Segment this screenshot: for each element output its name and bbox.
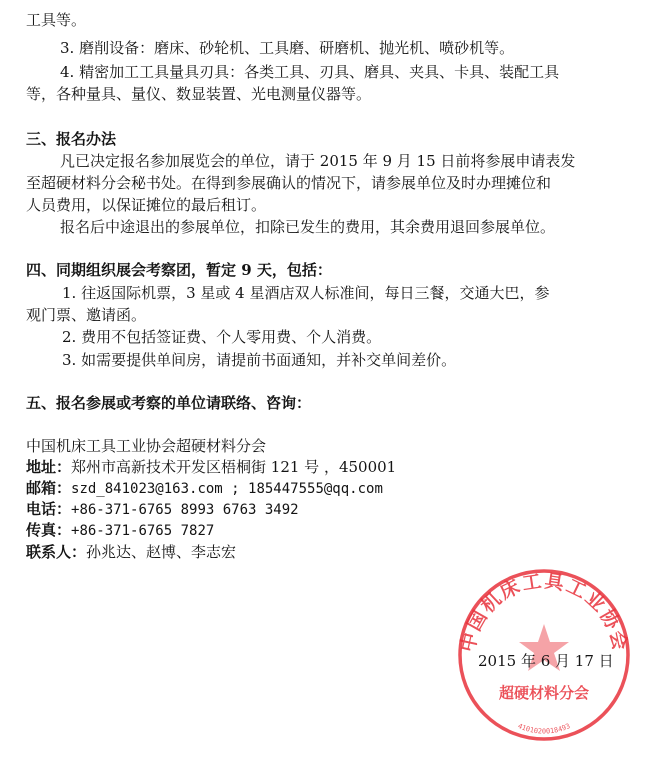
paragraph-line: 报名后中途退出的参展单位，扣除已发生的费用，其余费用退回参展单位。 bbox=[60, 218, 556, 236]
contact-person-label: 联系人： bbox=[26, 543, 87, 561]
text-line: 工具等。 bbox=[26, 11, 87, 29]
fax-label: 传真： bbox=[26, 521, 72, 539]
email-value: szd_841023@163.com ; 185447555@qq.com bbox=[71, 481, 383, 497]
phone-value: +86-371-6765 8993 6763 3492 bbox=[71, 502, 299, 518]
seal-bottom-text: 超硬材料分会 bbox=[498, 684, 590, 702]
paragraph-line: 凡已决定报名参加展览会的单位，请于 2015 年 9 月 15 日前将参展申请表发 bbox=[60, 152, 576, 170]
list-item: 3. 磨削设备：磨床、砂轮机、工具磨、研磨机、抛光机、喷砂机等。 bbox=[60, 39, 515, 57]
fax-line bbox=[26, 520, 626, 541]
section-heading: 四、同期组织展会考察团，暂定 9 天，包括： bbox=[26, 261, 332, 279]
phone-label: 电话： bbox=[26, 500, 72, 518]
list-item: 1. 往返国际机票，3 星或 4 星酒店双人标准间，每日三餐，交通大巴，参 bbox=[62, 284, 550, 302]
seal-number: 4101020018493 bbox=[516, 722, 572, 736]
text-line: 等，各种量具、量仪、数显装置、光电测量仪器等。 bbox=[26, 85, 372, 103]
address-value: 郑州市高新技术开发区梧桐街 121 号 ，450001 bbox=[71, 458, 397, 476]
paragraph-line: 至超硬材料分会秘书处。在得到参展确认的情况下，请参展单位及时办理摊位和 bbox=[26, 174, 552, 192]
section-heading: 三、报名办法 bbox=[26, 130, 117, 148]
list-item: 3. 如需要提供单间房，请提前书面通知，并补交单间差价。 bbox=[62, 351, 457, 369]
phone-line bbox=[26, 499, 626, 520]
address-label: 地址： bbox=[26, 458, 72, 476]
org-name: 中国机床工具工业协会超硬材料分会 bbox=[26, 437, 267, 455]
seal-arc-text: 中国机床工具工业协会 bbox=[456, 570, 632, 655]
svg-text:4101020018493 bbox=[517, 722, 572, 735]
address-line bbox=[26, 457, 626, 477]
email-line bbox=[26, 478, 626, 499]
paragraph-line: 人员费用，以保证摊位的最后租订。 bbox=[26, 196, 267, 214]
document-date: 2015 年 6 月 17 日 bbox=[478, 652, 614, 670]
fax-value: +86-371-6765 7827 bbox=[71, 523, 215, 539]
list-item: 4. 精密加工工具量具刃具：各类工具、刃具、磨具、夹具、卡具、装配工具 bbox=[60, 63, 560, 81]
email-label: 邮箱： bbox=[26, 479, 72, 497]
list-item: 2. 费用不包括签证费、个人零用费、个人消费。 bbox=[62, 328, 382, 346]
list-item: 观门票、邀请函。 bbox=[26, 306, 147, 324]
contact-person-value: 孙兆达、赵博、李志宏 bbox=[86, 543, 237, 561]
section-heading: 五、报名参展或考察的单位请联络、咨询： bbox=[26, 394, 312, 412]
contact-person-line bbox=[26, 542, 626, 562]
